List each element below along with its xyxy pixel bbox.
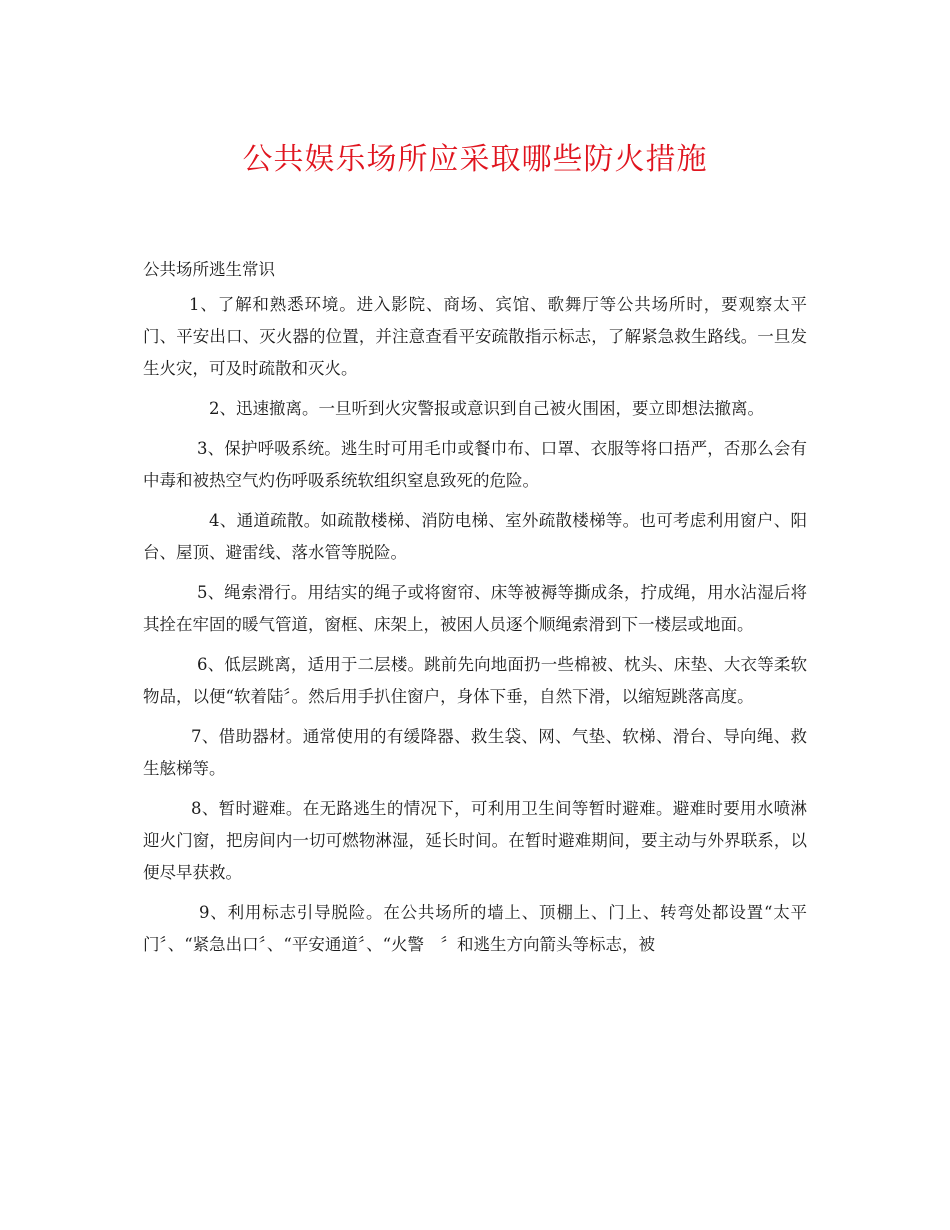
document-title: 公共娱乐场所应采取哪些防火措施 [242, 142, 708, 177]
paragraph-5: 5、绳索滑行。用结实的绳子或将窗帘、床等被褥等撕成条，拧成绳，用水沾湿后将其拴在牢固的暖气管道，窗框、床架上，被困人员逐个顺绳索滑到下一楼层或地面。 [143, 583, 807, 634]
paragraph-9: 9、利用标志引导脱险。在公共场所的墙上、顶棚上、门上、转弯处都设置“太平门〞、“紧急出口〞、“平安通道〞、“火警 〞和逃生方向箭头等标志，被 [143, 903, 807, 954]
paragraph-3: 3、保护呼吸系统。逃生时可用毛巾或餐巾布、口罩、衣服等将口捂严，否那么会有中毒和被热空气灼伤呼吸系统软组织窒息致死的危险。 [143, 439, 807, 490]
paragraph-1: 1、了解和熟悉环境。进入影院、商场、宾馆、歌舞厅等公共场所时，要观察太平门、平安出口、灭火器的位置，并注意查看平安疏散指示标志，了解紧急救生路线。一旦发生火灾，可及时疏散和灭火。 [143, 295, 807, 378]
section-heading: 公共场所逃生常识 [143, 260, 275, 279]
paragraph-6: 6、低层跳离，适用于二层楼。跳前先向地面扔一些棉被、枕头、床垫、大衣等柔软物品，以便“软着陆〞。然后用手扒住窗户，身体下垂，自然下滑，以缩短跳落高度。 [143, 655, 807, 706]
paragraph-7: 7、借助器材。通常使用的有缓降器、救生袋、网、气垫、软梯、滑台、导向绳、救生舷梯等。 [143, 727, 807, 778]
paragraph-2: 2、迅速撤离。一旦听到火灾警报或意识到自己被火围困，要立即想法撤离。 [209, 399, 764, 418]
document-body [143, 254, 807, 961]
paragraph-4: 4、通道疏散。如疏散楼梯、消防电梯、室外疏散楼梯等。也可考虑利用窗户、阳台、屋顶、避雷线、落水管等脱险。 [143, 511, 807, 562]
paragraph-8: 8、暂时避难。在无路逃生的情况下，可利用卫生间等暂时避难。避难时要用水喷淋迎火门窗，把房间内一切可燃物淋湿，延长时间。在暂时避难期间，要主动与外界联系，以便尽早获救。 [143, 799, 807, 882]
